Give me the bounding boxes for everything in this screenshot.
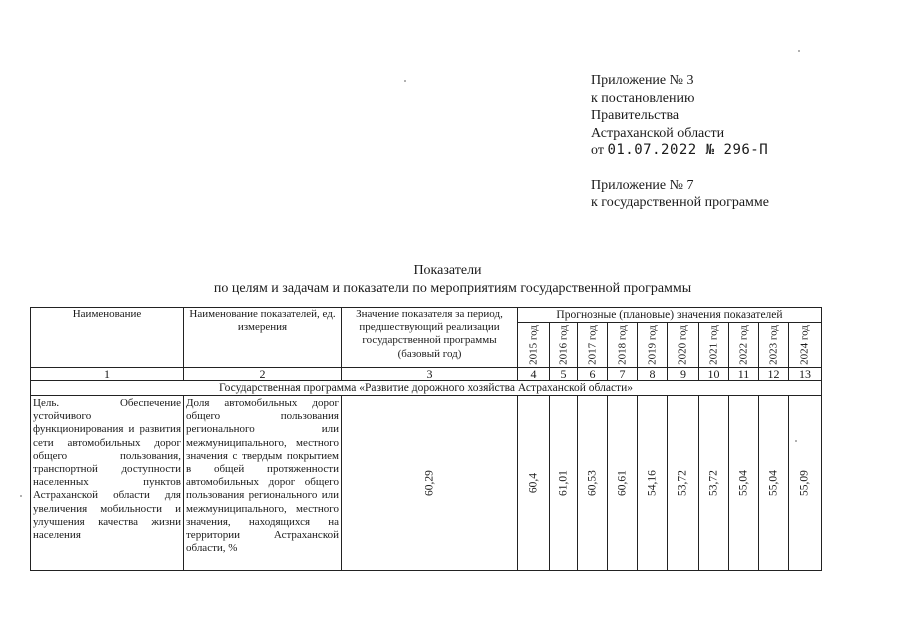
value-2016: 61,01 <box>550 396 578 571</box>
col-number: 13 <box>789 368 822 381</box>
value-2015: 60,4 <box>518 396 550 571</box>
scan-speck <box>795 440 797 442</box>
value-2018: 60,61 <box>608 396 638 571</box>
appendix7-line1: Приложение № 7 <box>591 177 694 193</box>
col-number: 1 <box>31 368 184 381</box>
value-2023: 55,04 <box>759 396 789 571</box>
value-2021: 53,72 <box>699 396 729 571</box>
col-number: 9 <box>668 368 699 381</box>
column-number-row <box>31 368 822 381</box>
value-2022: 55,04 <box>729 396 759 571</box>
year-2022: 2022 год <box>729 323 759 368</box>
base-value-cell <box>342 396 518 571</box>
col-number: 7 <box>608 368 638 381</box>
scan-speck <box>20 495 22 497</box>
year-2023: 2023 год <box>759 323 789 368</box>
appendix3-date-prefix: от <box>591 143 604 158</box>
appendix7-line2: к государственной программе <box>591 195 769 210</box>
year-2015: 2015 год <box>518 323 550 368</box>
goal-cell: Цель. Обеспечение устойчивого функционирования и развития сети автомобильных дорог общего пользования, транспортной доступности населенных пунктов Астраханской области для увеличения мобильности и улучшения качества жизни населения <box>31 396 184 571</box>
title-line2: по целям и задачам и показатели по мероприятиям государственной программы <box>213 281 692 296</box>
year-2018: 2018 год <box>608 323 638 368</box>
indicator-cell: Доля автомобильных дорог общего пользования регионального или межмуниципального, местного значения с твердым покрытием в общей протяженности автомобильных дорог общего пользования регионального или межмуниципального, местного значения, находящихся на территории Астраханской области, % <box>184 396 342 571</box>
year-2017: 2017 год <box>578 323 608 368</box>
header-base-value: Значение показателя за период, предшествующий реализации государственной программы (базовый год) <box>342 308 518 368</box>
col-number: 10 <box>699 368 729 381</box>
document-title <box>0 262 905 298</box>
program-row <box>31 381 822 396</box>
program-title: Государственная программа «Развитие дорожного хозяйства Астраханской области» <box>31 381 822 396</box>
col-number: 8 <box>638 368 668 381</box>
appendix3-line3: Правительства <box>591 108 680 123</box>
col-number: 2 <box>184 368 342 381</box>
title-line1: Показатели <box>413 263 482 278</box>
value-2020: 53,72 <box>668 396 699 571</box>
col-number: 3 <box>342 368 518 381</box>
value-2017: 60,53 <box>578 396 608 571</box>
header-name: Наименование <box>31 308 184 368</box>
appendix3-line5 <box>591 142 769 160</box>
appendix-header <box>591 72 769 212</box>
year-2020: 2020 год <box>668 323 699 368</box>
year-2016: 2016 год <box>550 323 578 368</box>
appendix3-line2: к постановлению <box>591 90 695 106</box>
header-row <box>31 308 822 323</box>
col-number: 5 <box>550 368 578 381</box>
scan-speck <box>404 80 406 82</box>
col-number: 11 <box>729 368 759 381</box>
value-2024: 55,09 <box>789 396 822 571</box>
indicator-row <box>31 396 822 571</box>
base-value: 60,29 <box>422 470 435 496</box>
header-indicator: Наименование показателей, ед. измерения <box>184 308 342 368</box>
year-2019: 2019 год <box>638 323 668 368</box>
year-2021: 2021 год <box>699 323 729 368</box>
appendix3-line4: Астраханской области <box>591 125 725 141</box>
year-2024: 2024 год <box>789 323 822 368</box>
appendix3-line1: Приложение № 3 <box>591 73 694 88</box>
indicators-table <box>30 307 822 571</box>
col-number: 12 <box>759 368 789 381</box>
value-2019: 54,16 <box>638 396 668 571</box>
header-forecast: Прогнозные (плановые) значения показателей <box>518 308 822 323</box>
scan-speck <box>798 50 800 52</box>
appendix3-date-number: 01.07.2022 № 296-П <box>607 142 769 158</box>
col-number: 6 <box>578 368 608 381</box>
col-number: 4 <box>518 368 550 381</box>
